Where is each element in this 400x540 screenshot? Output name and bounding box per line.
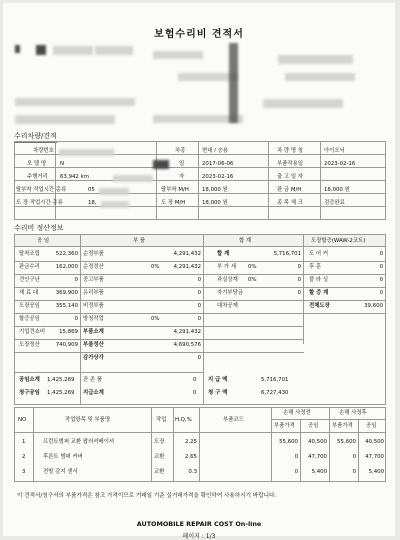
labor-item-value: 0 <box>74 316 78 322</box>
labor-item-label: 할증공임 <box>19 316 40 322</box>
redacted-block <box>278 55 353 64</box>
page-indicator: 페이지 : 1/3 <box>182 533 216 540</box>
item-price-before: 0 <box>294 469 298 475</box>
model-value: N <box>60 161 65 167</box>
parts-item-value: 0 <box>197 316 201 322</box>
item-hq: 0.3 <box>188 469 197 475</box>
item-op: 도장 <box>154 439 165 445</box>
redacted-block <box>53 46 93 55</box>
labor-item-label: 판금수리 <box>19 264 40 270</box>
item-labor-after: 47,700 <box>365 454 384 460</box>
col-part-price-1: 부품가격 <box>274 423 295 429</box>
total-item-pct: 0% <box>248 277 257 283</box>
labor-header: 공 임 <box>37 238 50 244</box>
redacted-block <box>15 115 115 124</box>
parts-item-pct: 0% <box>151 264 160 270</box>
total-header: 합 계 <box>239 238 252 244</box>
item-price-after: 0 <box>352 454 356 460</box>
model-label: 모 델 명 <box>27 161 47 167</box>
col-part-price-2: 부품가격 <box>332 423 353 429</box>
detach-mh-label: 탈부착 M/H <box>161 187 189 193</box>
vehicle-name-value: 아이오닉 <box>324 148 345 154</box>
redacted-block <box>99 188 129 195</box>
redacted-mark <box>36 45 46 55</box>
detach-mh-value: 18,000 원 <box>202 187 228 193</box>
date2-label: 자 <box>179 174 185 180</box>
redacted-block <box>15 98 135 106</box>
parts-item-label: 감가상각 <box>83 355 104 361</box>
reg-date-value: 2017-06-06 <box>202 161 234 167</box>
labor-item-label: 도장정산 <box>19 342 40 348</box>
paint-mh-label: 판 금 M/H <box>277 187 302 193</box>
item-labor-before: 47,700 <box>308 454 327 460</box>
total-item-value: 0 <box>297 277 301 283</box>
mileage-label: 주행거리 <box>27 174 48 180</box>
coat-mh-value: 18,000 원 <box>202 200 228 206</box>
footer-brand: AUTOMOBILE REPAIR COST On-line <box>136 520 262 528</box>
item-name: 후론트 범퍼 커버 <box>43 454 83 460</box>
paint-item-label: 후 훈 <box>309 264 322 270</box>
vehicle-name-label: 차 량 명 칭 <box>277 148 303 154</box>
col-work: 작업항목 및 부품명 <box>65 417 111 423</box>
repair-sum-label: 지급소계 <box>83 390 104 396</box>
labor-item-value: 740,909 <box>55 342 78 348</box>
deduct-value: 0 <box>193 377 197 383</box>
mileage-value: 63,942 km <box>60 174 89 180</box>
parts-item-value: 4,291,432 <box>173 251 201 257</box>
paint-item-value: 0 <box>379 277 383 283</box>
paint-item-label: 할 증 계 <box>309 290 329 296</box>
total-item-value: 5,716,701 <box>273 251 301 257</box>
parts-item-label: 유리부품 <box>83 290 104 296</box>
labor-item-value: 355,140 <box>55 303 78 309</box>
labor-item-value: 15,869 <box>59 329 78 335</box>
labor-subtotal-label: 공임소계 <box>19 377 40 383</box>
detach-time-prefix: 05 <box>88 187 95 193</box>
item-price-before: 0 <box>294 454 298 460</box>
item-no: 2 <box>22 454 26 460</box>
parts-item-value: 4,291,432 <box>173 329 201 335</box>
claim-amount-label: 청 구 액 <box>208 390 228 396</box>
redacted-block <box>263 99 343 108</box>
coat-mh-label: 도 장 M/H <box>161 200 186 206</box>
repair-sum-value: 0 <box>193 390 197 396</box>
parts-item-value: 0 <box>197 303 201 309</box>
parts-item-label: 부품정산 <box>83 342 104 348</box>
parts-item-value: 4,690,576 <box>173 342 201 348</box>
labor-item-label: 재 료 대 <box>19 290 39 296</box>
pay-amount-value: 5,716,701 <box>261 377 289 383</box>
parts-item-label: 부품소계 <box>83 329 104 335</box>
paint-item-value: 39,600 <box>364 303 383 309</box>
deduct-label: 잔 존 품 <box>83 377 103 383</box>
total-item-value: 0 <box>297 264 301 270</box>
redacted-block <box>101 201 129 208</box>
claim-amount-value: 6,727,430 <box>261 390 289 396</box>
total-item-label: 대차공제 <box>217 303 238 309</box>
check-label: 종 목 체 크 <box>277 200 303 206</box>
parts-item-label: 방청작업 <box>83 316 104 322</box>
parts-date-label: 부품작용일 <box>277 161 304 167</box>
redacted-block <box>113 175 153 182</box>
parts-item-value: 0 <box>197 277 201 283</box>
date2-value: 2023-02-16 <box>202 174 234 180</box>
paint-item-label: 풀 라 싱 <box>309 277 329 283</box>
col-hq: H.Q,% <box>175 417 192 423</box>
redacted-car-number <box>59 149 114 156</box>
item-name: 프런트범퍼 교환 팝러셔베이셔 <box>43 439 115 445</box>
parts-item-pct: 0% <box>151 316 160 322</box>
car-number-label: 차량번호 <box>33 148 54 154</box>
total-item-pct: 0% <box>248 264 257 270</box>
item-name: 전방 감지 센서 <box>43 469 78 475</box>
col-labor-1: 공임 <box>308 423 319 429</box>
reg-date-label: 일 <box>179 161 185 167</box>
parts-item-label: 중고부품 <box>83 277 104 283</box>
detach-time-label: 탈부착 작업시간 총류 <box>16 187 67 193</box>
item-no: 1 <box>22 439 26 445</box>
labor-item-label: 도장공임 <box>19 303 40 309</box>
price-disclaimer: 이 견적서/청구서의 부품가격은 참고 가격이므로 거래일 기준 실거래가격을 확인하여 사용하시기 바랍니다. <box>17 493 277 499</box>
paint-item-value: 0 <box>379 251 383 257</box>
paint-item-label: 전체도장 <box>309 303 330 309</box>
labor-item-value: 369,900 <box>55 290 78 296</box>
parts-date-value: 2023-02-16 <box>324 161 356 167</box>
redacted-mark <box>153 160 169 169</box>
paint-item-value: 0 <box>379 264 383 270</box>
item-labor-before: 5,400 <box>311 469 327 475</box>
item-no: 3 <box>22 469 26 475</box>
item-labor-after: 5,400 <box>368 469 384 475</box>
pay-amount-label: 지 급 액 <box>208 377 228 383</box>
item-hq: 2.65 <box>184 454 197 460</box>
check-value: 검증완료 <box>324 200 345 206</box>
item-labor-after: 40,500 <box>365 439 384 445</box>
item-price-after: 0 <box>352 469 356 475</box>
col-labor-2: 공임 <box>366 423 377 429</box>
estimate-sheet <box>3 3 395 540</box>
settlement-section-title: 수리비 정산정보 <box>14 223 64 235</box>
total-item-value: 0 <box>297 290 301 296</box>
labor-item-label: 탈착조립 <box>19 251 40 257</box>
redacted-block <box>285 73 355 81</box>
item-price-before: 55,600 <box>279 439 298 445</box>
col-op: 작업 <box>156 417 167 423</box>
paint-mh-value: 18,000 원 <box>324 187 350 193</box>
labor-claim-value: 1,425,269 <box>47 390 75 396</box>
parts-item-label: 비정부품 <box>83 303 104 309</box>
parts-item-value: 4,291,432 <box>173 264 201 270</box>
col-no: NO <box>18 417 27 423</box>
redacted-block <box>95 46 133 55</box>
col-code: 부품코드 <box>223 417 244 423</box>
total-item-label: 과실상계 <box>217 277 238 283</box>
col-loss-before: 손해 사정전 <box>283 410 311 416</box>
maker-label: 차종 <box>175 148 186 154</box>
parts-item-label: 순정정산 <box>83 264 104 270</box>
labor-item-value: 162,000 <box>55 264 78 270</box>
item-labor-before: 40,500 <box>308 439 327 445</box>
item-price-after: 55,600 <box>337 439 356 445</box>
vehicle-section-title: 수리차량/견적 <box>14 131 57 143</box>
redacted-block <box>153 51 203 59</box>
labor-claim-label: 청구공임 <box>19 390 40 396</box>
col-loss-after: 손해 사정후 <box>339 410 367 416</box>
paint-item-label: 도 어 커 <box>309 251 329 257</box>
release-date-label: 출 고 일 자 <box>277 174 303 180</box>
item-hq: 2.25 <box>184 439 197 445</box>
labor-item-value: 522,360 <box>55 251 78 257</box>
total-item-label: 부 가 세 <box>217 264 237 270</box>
labor-item-label: 기업견쇼비 <box>19 329 46 335</box>
total-item-label: 자기부담금 <box>217 290 244 296</box>
redacted-mark <box>229 43 238 123</box>
coat-time-prefix: 18, <box>88 200 97 206</box>
paint-item-value: 0 <box>379 290 383 296</box>
document-title: 보험수리비 견적서 <box>154 29 244 40</box>
coat-time-label: 도 장 작업시간 총류 <box>16 200 63 206</box>
paint-surcharge-header: 도장할증(WAW-2코트) <box>311 238 366 244</box>
parts-header: 부 품 <box>133 238 146 244</box>
parts-item-value: 0 <box>197 355 201 361</box>
redacted-mark <box>15 45 20 53</box>
parts-item-value: 0 <box>197 290 201 296</box>
item-op: 교환 <box>154 469 165 475</box>
labor-item-label: 견인구난 <box>19 277 40 283</box>
parts-item-label: 순정부품 <box>83 251 104 257</box>
maker-value: 현대 / 승용 <box>202 148 229 154</box>
labor-item-value: 0 <box>74 277 78 283</box>
item-op: 교환 <box>154 454 165 460</box>
labor-subtotal-value: 1,425,269 <box>47 377 75 383</box>
total-item-label: 합 계 <box>217 251 230 257</box>
